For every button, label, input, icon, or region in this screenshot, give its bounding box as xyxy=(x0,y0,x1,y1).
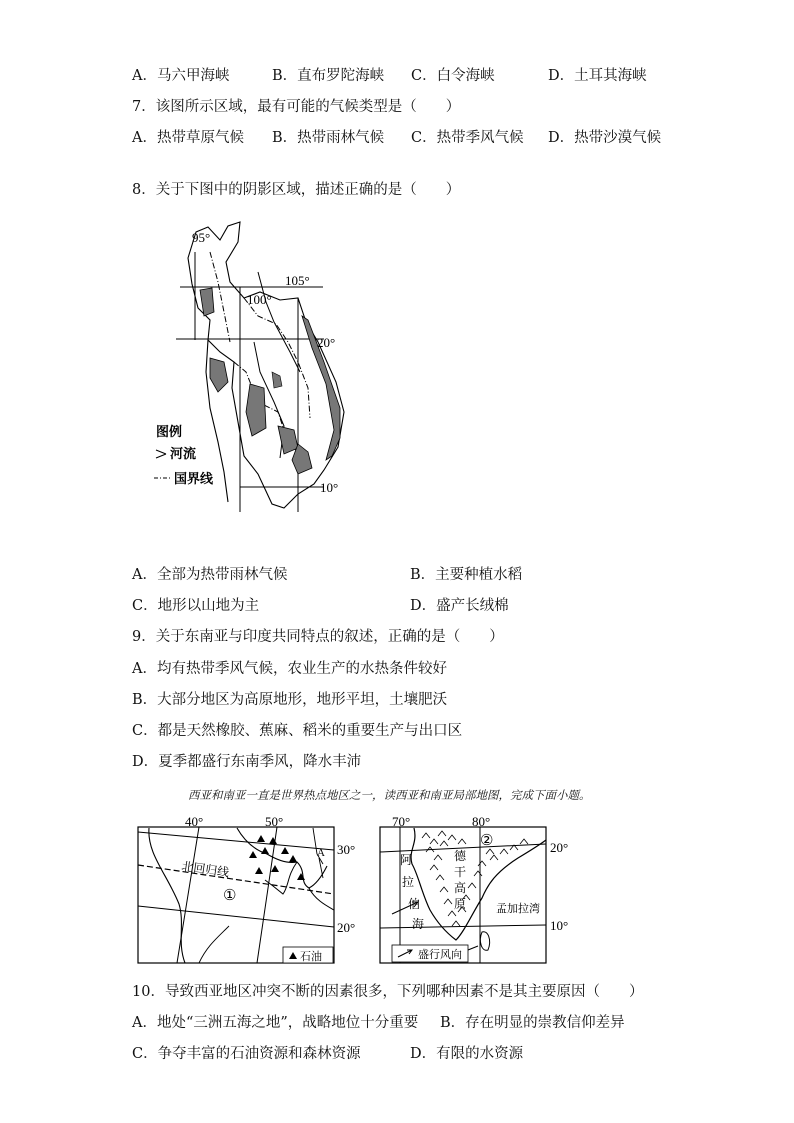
indochina-map xyxy=(148,212,358,524)
q6-option-d: D．土耳其海峡 xyxy=(548,68,647,84)
lat-20-label: 20° xyxy=(337,920,356,935)
q9-stem: 9．关于东南亚与印度共同特点的叙述，正确的是（ ） xyxy=(132,629,504,645)
q10-stem: 10．导致西亚地区冲突不断的因素很多，下列哪种因素不是其主要原因（ ） xyxy=(132,984,644,1000)
lat-10-label: 10° xyxy=(550,918,569,933)
section-intro: 西亚和南亚一直是世界热点地区之一，读西亚和南亚局部地图，完成下面小题。 xyxy=(188,788,591,802)
lat-30-label: 30° xyxy=(337,842,356,857)
deccan-char-2: 干 xyxy=(454,865,467,879)
lon-50-label: 50° xyxy=(265,814,284,829)
q9-option-b: B．大部分地区为高原地形，地形平坦，土壤肥沃 xyxy=(132,692,448,708)
legend-border: 国界线 xyxy=(174,471,214,486)
q8-option-c: C．地形以山地为主 xyxy=(132,598,260,614)
deccan-char-4: 原 xyxy=(454,897,467,911)
deccan-char-3: 高 xyxy=(454,881,467,895)
arabian-sea-char-4: 海 xyxy=(412,917,425,931)
legend-title: 图例 xyxy=(156,424,183,439)
lon-70-label: 70° xyxy=(392,814,411,829)
marker-1-label: ① xyxy=(223,888,237,904)
q7-stem: 7．该图所示区域，最有可能的气候类型是（ ） xyxy=(132,99,461,115)
bay-of-bengal-label: 孟加拉湾 xyxy=(496,903,540,915)
arabian-sea-char-2: 拉 xyxy=(402,875,415,889)
q8-option-a: A．全部为热带雨林气候 xyxy=(132,567,288,583)
q7-option-a: A．热带草原气候 xyxy=(132,130,244,146)
legend-river: 河流 xyxy=(170,446,197,461)
q10-option-a: A．地处“三洲五海之地”，战略地位十分重要 xyxy=(132,1015,419,1031)
q6-option-b: B．直布罗陀海峡 xyxy=(272,68,385,84)
q9-option-c: C．都是天然橡胶、蕉麻、稻米的重要生产与出口区 xyxy=(132,723,463,739)
legend-oil: 石油 xyxy=(300,951,322,963)
lon-100-label: 100° xyxy=(247,292,272,307)
south-asia-map xyxy=(378,814,584,966)
marker-2-label: ② xyxy=(480,833,494,849)
lat-10-label: 10° xyxy=(320,480,339,495)
lon-40-label: 40° xyxy=(185,814,204,829)
q6-option-a: A．马六甲海峡 xyxy=(132,68,230,84)
q6-option-c: C．白令海峡 xyxy=(411,68,495,84)
marker-a-label: A xyxy=(317,847,325,859)
lat-20-label: 20° xyxy=(317,335,336,350)
tropic-label: 北回归线 xyxy=(180,859,231,880)
q10-option-c: C．争夺丰富的石油资源和森林资源 xyxy=(132,1046,361,1062)
q7-option-b: B．热带雨林气候 xyxy=(272,130,385,146)
q9-option-a: A．均有热带季风气候，农业生产的水热条件较好 xyxy=(132,661,447,677)
lon-105-label: 105° xyxy=(285,273,310,288)
west-asia-map xyxy=(137,814,367,966)
q7-option-d: D．热带沙漠气候 xyxy=(548,130,662,146)
lon-80-label: 80° xyxy=(472,814,491,829)
deccan-char-1: 德 xyxy=(454,849,467,863)
q10-option-b: B．存在明显的崇教信仰差异 xyxy=(440,1015,625,1031)
q8-option-b: B．主要种植水稻 xyxy=(410,567,523,583)
arabian-sea-char-3: 伯 xyxy=(408,897,421,911)
q10-option-d: D．有限的水资源 xyxy=(410,1046,524,1062)
q7-option-c: C．热带季风气候 xyxy=(411,130,524,146)
legend-wind: 盛行风向 xyxy=(418,949,462,961)
q8-stem: 8．关于下图中的阴影区域，描述正确的是（ ） xyxy=(132,182,461,198)
lat-20-label: 20° xyxy=(550,840,569,855)
q8-option-d: D．盛产长绒棉 xyxy=(410,598,509,614)
lon-95-label: 95° xyxy=(192,230,211,245)
q9-option-d: D．夏季都盛行东南季风，降水丰沛 xyxy=(132,754,362,770)
arabian-sea-char-1: 阿 xyxy=(400,853,413,867)
